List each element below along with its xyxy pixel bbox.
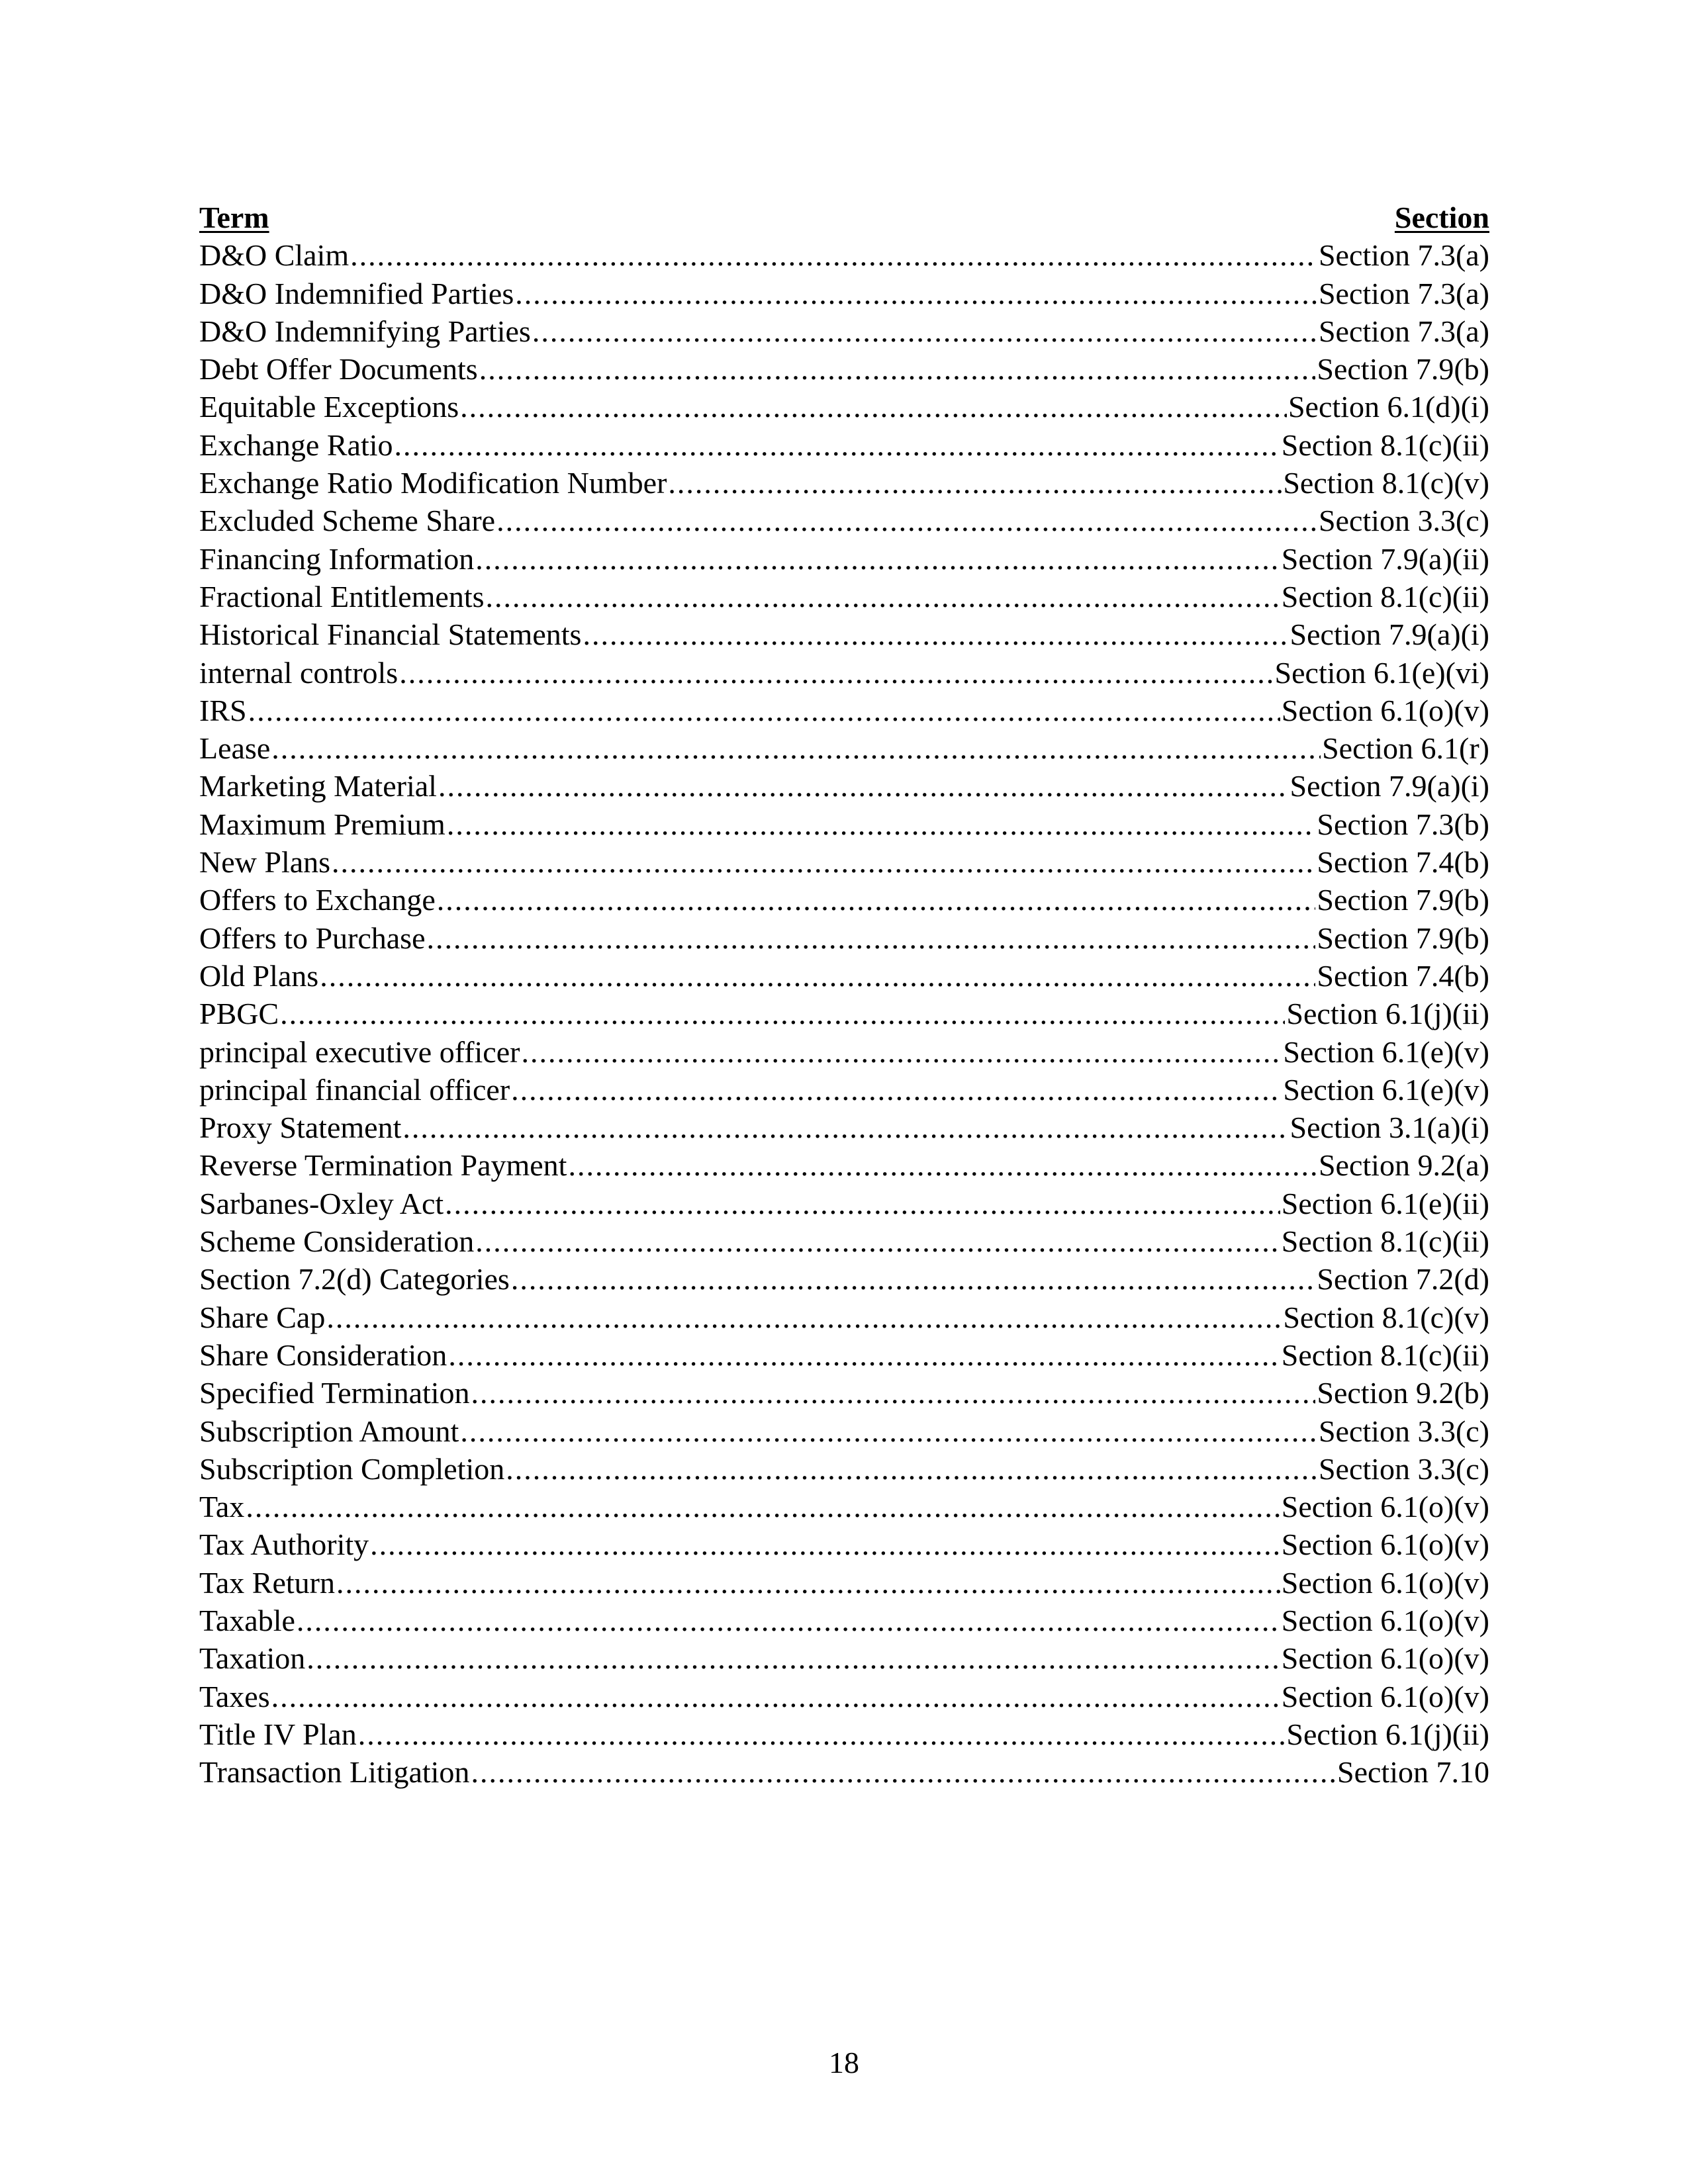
entry-section-ref: Section 7.9(b)	[1317, 921, 1489, 955]
entry-section-ref: Section 6.1(o)(v)	[1281, 693, 1489, 727]
entry-section-ref: Section 7.3(a)	[1318, 238, 1489, 273]
index-entry	[199, 1033, 1489, 1071]
entry-term: Exchange Ratio Modification Number	[199, 466, 667, 500]
entry-section-ref: Section 6.1(e)(v)	[1283, 1072, 1489, 1107]
entry-term: Maximum Premium	[199, 807, 445, 841]
entry-section-ref: Section 7.4(b)	[1317, 958, 1489, 993]
entry-section-ref: Section 7.9(b)	[1317, 352, 1489, 387]
entry-section-ref: Section 7.4(b)	[1317, 845, 1489, 880]
index-entry	[199, 578, 1489, 615]
entry-section-ref: Section 3.3(c)	[1318, 1451, 1489, 1486]
entry-term: Excluded Scheme Share	[199, 504, 496, 538]
dot-leader	[515, 275, 1317, 312]
entry-section-ref: Section 9.2(a)	[1318, 1148, 1489, 1183]
entry-section-ref: Section 6.1(r)	[1322, 731, 1489, 766]
index-entries	[199, 236, 1489, 1791]
index-entry	[199, 881, 1489, 919]
index-header	[199, 199, 1489, 236]
entry-term: Taxes	[199, 1679, 270, 1713]
dot-leader	[486, 578, 1280, 615]
index-entry	[199, 767, 1489, 805]
index-entry	[199, 919, 1489, 957]
entry-section-ref: Section 7.10	[1337, 1755, 1489, 1790]
dot-leader	[246, 1488, 1280, 1525]
index-entry	[199, 1488, 1489, 1525]
dot-leader	[511, 1071, 1282, 1109]
index-entry	[199, 1715, 1489, 1753]
index-entry	[199, 464, 1489, 502]
dot-leader	[583, 615, 1288, 653]
entry-section-ref: Section 8.1(c)(v)	[1283, 466, 1489, 500]
dot-leader	[448, 1336, 1280, 1374]
index-entry	[199, 843, 1489, 881]
entry-section-ref: Section 6.1(o)(v)	[1281, 1603, 1489, 1637]
entry-section-ref: Section 6.1(o)(v)	[1281, 1679, 1489, 1713]
index-entry	[199, 1564, 1489, 1602]
entry-term: Tax	[199, 1490, 245, 1524]
entry-section-ref: Section 6.1(o)(v)	[1281, 1527, 1489, 1562]
entry-section-ref: Section 7.9(a)(ii)	[1281, 541, 1489, 576]
index-entry	[199, 1071, 1489, 1109]
entry-term: Financing Information	[199, 541, 475, 576]
index-entry	[199, 1678, 1489, 1715]
dot-leader	[402, 1109, 1288, 1146]
entry-term: New Plans	[199, 845, 331, 880]
dot-leader	[358, 1715, 1286, 1753]
index-entry	[199, 805, 1489, 843]
entry-section-ref: Section 7.3(a)	[1318, 276, 1489, 310]
entry-term: Transaction Litigation	[199, 1755, 470, 1790]
entry-section-ref: Section 7.3(b)	[1317, 807, 1489, 841]
dot-leader	[496, 502, 1317, 539]
entry-section-ref: Section 6.1(j)(ii)	[1286, 1717, 1489, 1751]
section-column-header: Section	[1394, 201, 1489, 234]
entry-term: Historical Financial Statements	[199, 617, 582, 652]
entry-section-ref: Section 6.1(e)(vi)	[1274, 655, 1489, 690]
entry-section-ref: Section 6.1(o)(v)	[1281, 1565, 1489, 1600]
entry-term: Sarbanes-Oxley Act	[199, 1186, 444, 1220]
defined-terms-index	[199, 199, 1489, 1791]
entry-section-ref: Section 7.3(a)	[1318, 314, 1489, 348]
entry-term: IRS	[199, 693, 247, 727]
index-entry	[199, 615, 1489, 653]
dot-leader	[438, 767, 1289, 805]
entry-term: Subscription Amount	[199, 1414, 459, 1448]
index-entry	[199, 1753, 1489, 1791]
index-entry	[199, 312, 1489, 350]
index-entry	[199, 1260, 1489, 1298]
entry-section-ref: Section 7.2(d)	[1317, 1262, 1489, 1297]
entry-term: Exchange Ratio	[199, 428, 393, 462]
entry-term: Marketing Material	[199, 769, 437, 803]
entry-section-ref: Section 6.1(e)(v)	[1283, 1034, 1489, 1069]
entry-term: Taxable	[199, 1603, 295, 1637]
entry-term: Proxy Statement	[199, 1111, 402, 1145]
term-column-header: Term	[199, 201, 269, 234]
index-entry	[199, 1450, 1489, 1488]
index-entry	[199, 1412, 1489, 1450]
page-number: 18	[829, 2046, 859, 2079]
index-entry	[199, 654, 1489, 692]
index-entry	[199, 1185, 1489, 1222]
dot-leader	[437, 881, 1316, 919]
entry-term: Lease	[199, 731, 271, 766]
dot-leader	[326, 1298, 1282, 1336]
dot-leader	[460, 388, 1287, 426]
entry-term: internal controls	[199, 655, 399, 690]
index-entry	[199, 1602, 1489, 1639]
entry-section-ref: Section 3.1(a)(i)	[1289, 1111, 1489, 1145]
entry-section-ref: Section 8.1(c)(ii)	[1281, 579, 1489, 614]
dot-leader	[306, 1639, 1280, 1677]
dot-leader	[248, 692, 1280, 729]
dot-leader	[471, 1753, 1336, 1791]
dot-leader	[460, 1412, 1317, 1450]
entry-term: Offers to Purchase	[199, 921, 426, 955]
entry-section-ref: Section 6.1(e)(ii)	[1281, 1186, 1489, 1220]
entry-section-ref: Section 6.1(d)(i)	[1288, 390, 1489, 424]
entry-section-ref: Section 3.3(c)	[1318, 1414, 1489, 1448]
dot-leader	[506, 1450, 1317, 1488]
index-entry	[199, 995, 1489, 1032]
entry-term: Equitable Exceptions	[199, 390, 459, 424]
entry-term: Scheme Consideration	[199, 1224, 475, 1259]
dot-leader	[532, 312, 1317, 350]
dot-leader	[521, 1033, 1282, 1071]
entry-section-ref: Section 7.9(a)(i)	[1289, 769, 1489, 803]
dot-leader	[271, 1678, 1280, 1715]
entry-section-ref: Section 3.3(c)	[1318, 504, 1489, 538]
dot-leader	[320, 957, 1315, 995]
entry-section-ref: Section 7.9(b)	[1317, 883, 1489, 917]
entry-term: Fractional Entitlements	[199, 579, 485, 614]
entry-term: D&O Claim	[199, 238, 350, 273]
entry-term: Tax Return	[199, 1565, 336, 1600]
entry-section-ref: Section 8.1(c)(v)	[1283, 1300, 1489, 1334]
index-entry	[199, 540, 1489, 578]
entry-section-ref: Section 8.1(c)(ii)	[1281, 1224, 1489, 1259]
entry-term: Specified Termination	[199, 1376, 470, 1410]
entry-section-ref: Section 6.1(o)(v)	[1281, 1490, 1489, 1524]
index-entry	[199, 957, 1489, 995]
entry-section-ref: Section 6.1(j)(ii)	[1286, 997, 1489, 1031]
dot-leader	[427, 919, 1316, 957]
dot-leader	[399, 654, 1273, 692]
index-entry	[199, 1639, 1489, 1677]
entry-section-ref: Section 7.9(a)(i)	[1289, 617, 1489, 652]
dot-leader	[297, 1602, 1280, 1639]
entry-section-ref: Section 6.1(o)(v)	[1281, 1641, 1489, 1676]
index-entry	[199, 350, 1489, 388]
dot-leader	[447, 805, 1316, 843]
entry-term: PBGC	[199, 997, 279, 1031]
index-entry	[199, 502, 1489, 539]
dot-leader	[395, 426, 1280, 464]
entry-term: Debt Offer Documents	[199, 352, 478, 387]
entry-term: Section 7.2(d) Categories	[199, 1262, 510, 1297]
index-entry	[199, 426, 1489, 464]
entry-term: D&O Indemnifying Parties	[199, 314, 531, 348]
index-entry	[199, 1336, 1489, 1374]
entry-term: Subscription Completion	[199, 1451, 505, 1486]
index-entry	[199, 1109, 1489, 1146]
dot-leader	[568, 1146, 1317, 1184]
index-entry	[199, 236, 1489, 274]
entry-section-ref: Section 9.2(b)	[1317, 1376, 1489, 1410]
entry-term: Share Consideration	[199, 1338, 447, 1372]
index-entry	[199, 1298, 1489, 1336]
entry-section-ref: Section 8.1(c)(ii)	[1281, 428, 1489, 462]
dot-leader	[332, 843, 1315, 881]
dot-leader	[445, 1185, 1280, 1222]
index-entry	[199, 692, 1489, 729]
index-entry	[199, 729, 1489, 767]
index-entry	[199, 1222, 1489, 1260]
dot-leader	[511, 1260, 1316, 1298]
entry-term: Title IV Plan	[199, 1717, 357, 1751]
index-entry	[199, 388, 1489, 426]
index-entry	[199, 1146, 1489, 1184]
entry-term: Offers to Exchange	[199, 883, 436, 917]
entry-term: principal executive officer	[199, 1034, 520, 1069]
dot-leader	[475, 540, 1280, 578]
entry-term: Old Plans	[199, 958, 319, 993]
dot-leader	[280, 995, 1285, 1032]
entry-term: Reverse Termination Payment	[199, 1148, 567, 1183]
index-entry	[199, 1374, 1489, 1412]
index-entry	[199, 275, 1489, 312]
index-entry	[199, 1525, 1489, 1563]
dot-leader	[668, 464, 1282, 502]
entry-term: Tax Authority	[199, 1527, 369, 1562]
dot-leader	[271, 729, 1321, 767]
entry-term: principal financial officer	[199, 1072, 510, 1107]
dot-leader	[336, 1564, 1280, 1602]
entry-term: Taxation	[199, 1641, 306, 1676]
entry-term: Share Cap	[199, 1300, 326, 1334]
dot-leader	[471, 1374, 1316, 1412]
dot-leader	[350, 236, 1317, 274]
dot-leader	[370, 1525, 1280, 1563]
dot-leader	[475, 1222, 1280, 1260]
entry-term: D&O Indemnified Parties	[199, 276, 514, 310]
dot-leader	[479, 350, 1316, 388]
entry-section-ref: Section 8.1(c)(ii)	[1281, 1338, 1489, 1372]
